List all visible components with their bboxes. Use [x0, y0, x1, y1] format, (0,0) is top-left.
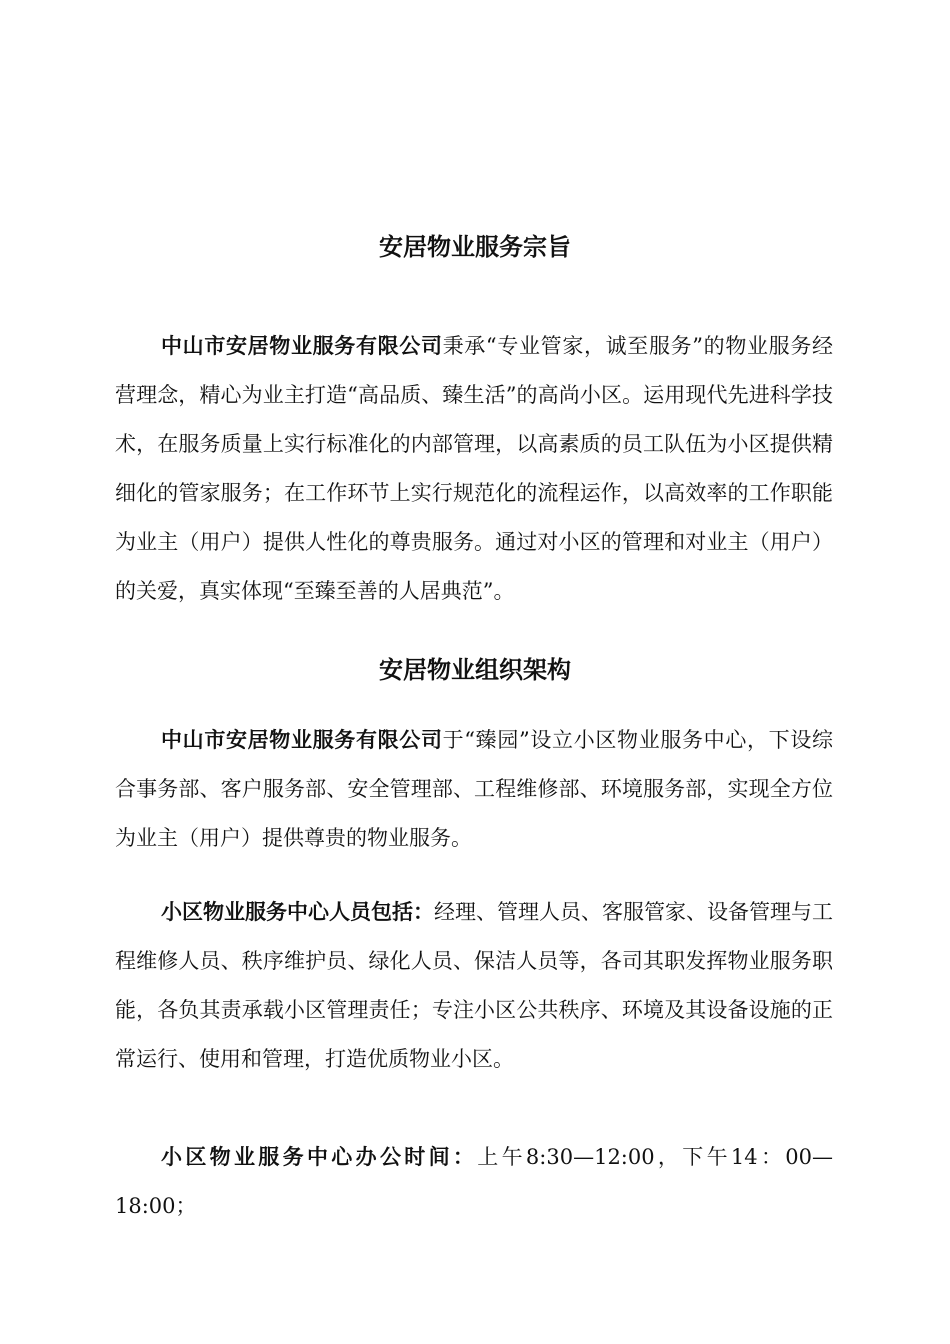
office-hours-label: 小区物业服务中心办公时间：: [161, 1145, 478, 1169]
office-hours-text: 上午8:30—12:00，下午14：00—18:00；: [115, 1145, 834, 1218]
purpose-heading: 安居物业服务宗旨: [379, 233, 571, 261]
purpose-company-name: 中山市安居物业服务有限公司: [161, 334, 443, 358]
structure-company-name: 中山市安居物业服务有限公司: [161, 728, 443, 752]
purpose-paragraph: [115, 322, 833, 616]
structure-paragraph: [115, 716, 833, 863]
structure-body-text: 于“臻园”设立小区物业服务中心，下设综合事务部、客户服务部、安全管理部、工程维修部、环境服务部，实现全方位为业主（用户）提供尊贵的物业服务。: [115, 728, 833, 850]
staff-paragraph: [115, 888, 833, 1084]
purpose-body-text: 秉承“专业管家，诚至服务”的物业服务经营理念，精心为业主打造“高品质、臻生活”的高尚小区。运用现代先进科学技术，在服务质量上实行标准化的内部管理，以高素质的员工队伍为小区提供精细化的管家服务；在工作环节上实行规范化的流程运作，以高效率的工作职能为业主（用户）提供人性化的尊贵服务。通过对小区的管理和对业主（用户）的关爱，真实体现“至臻至善的人居典范”。: [115, 334, 833, 603]
staff-body-text: 经理、管理人员、客服管家、设备管理与工程维修人员、秩序维护员、绿化人员、保洁人员等，各司其职发挥物业服务职能，各负其责承载小区管理责任；专注小区公共秩序、环境及其设备设施的正常运行、使用和管理，打造优质物业小区。: [115, 900, 833, 1071]
staff-lead-label: 小区物业服务中心人员包括：: [161, 900, 434, 924]
office-hours-paragraph: [115, 1133, 833, 1231]
structure-heading: 安居物业组织架构: [379, 656, 571, 684]
